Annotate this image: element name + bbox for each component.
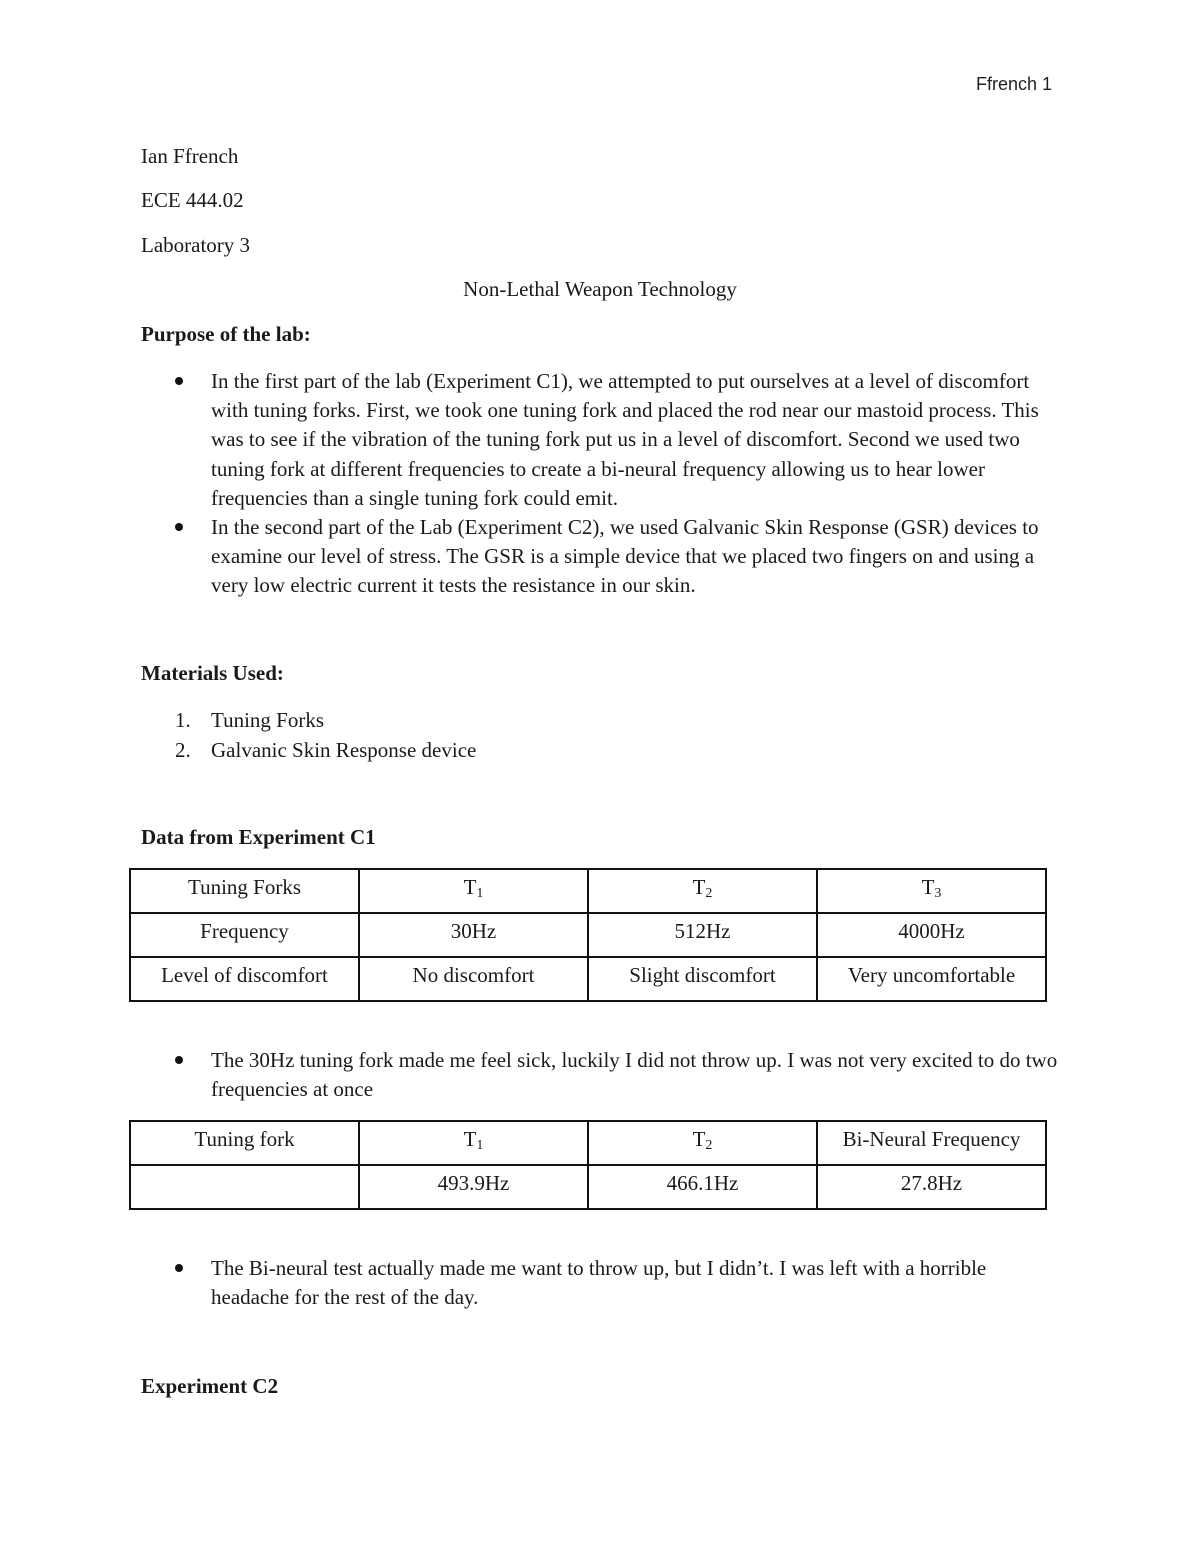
purpose-heading: Purpose of the lab: xyxy=(141,322,311,346)
table-row xyxy=(130,957,1046,1001)
c2-heading: Experiment C2 xyxy=(141,1374,279,1398)
table-header-cell: $T_2$ xyxy=(588,1121,817,1165)
table-cell: 493.9Hz xyxy=(359,1165,588,1209)
table-cell xyxy=(130,1165,359,1209)
table-cell: Level of discomfort xyxy=(130,957,359,1001)
purpose-list xyxy=(141,367,1061,601)
list-text: Tuning Forks xyxy=(211,708,325,732)
document-title: Non-Lethal Weapon Technology xyxy=(463,277,737,301)
table-row xyxy=(130,869,1046,913)
table-row xyxy=(130,1121,1046,1165)
page-header-label: Ffrench 1 xyxy=(976,74,1053,94)
table-header-cell: $T_1$ xyxy=(359,869,588,913)
materials-list xyxy=(141,706,476,765)
table-cell: Very uncomfortable xyxy=(817,957,1046,1001)
list-item: In the second part of the Lab (Experiment C2), we used Galvanic Skin Response (GSR) devices to examine our level of stress. The GSR is a simple device that we placed two fingers on and using a very low electric current it tests the resistance in our skin. xyxy=(141,513,1061,601)
table-cell: Slight discomfort xyxy=(588,957,817,1001)
list-number: 1. xyxy=(175,708,191,732)
list-item: The 30Hz tuning fork made me feel sick, luckily I did not throw up. I was not very excited to do two frequencies at once xyxy=(141,1046,1061,1104)
course-code: ECE 444.02 xyxy=(141,188,244,212)
c1-heading: Data from Experiment C1 xyxy=(141,825,376,849)
materials-heading: Materials Used: xyxy=(141,661,284,685)
list-number: 2. xyxy=(175,737,191,762)
table-cell: 512Hz xyxy=(588,913,817,957)
table-row xyxy=(130,1165,1046,1209)
c1-discomfort-table xyxy=(129,868,1047,1002)
table-cell: 27.8Hz xyxy=(817,1165,1046,1209)
table-header-cell: $T_3$ xyxy=(817,869,1046,913)
table-cell: 30Hz xyxy=(359,913,588,957)
c1-note2-list xyxy=(141,1254,1061,1312)
c1-bineural-table xyxy=(129,1120,1047,1210)
table-header-cell: Tuning Forks xyxy=(130,869,359,913)
list-item xyxy=(141,736,476,766)
table-header-cell: $T_1$ xyxy=(359,1121,588,1165)
c1-note-list xyxy=(141,1046,1061,1104)
author-name: Ian Ffrench xyxy=(141,144,239,168)
table-header-cell: $T_2$ xyxy=(588,869,817,913)
list-item: The Bi-neural test actually made me want to throw up, but I didn’t. I was left with a horrible headache for the rest of the day. xyxy=(141,1254,1061,1312)
table-cell: No discomfort xyxy=(359,957,588,1001)
table-cell: Frequency xyxy=(130,913,359,957)
lab-number: Laboratory 3 xyxy=(141,233,251,257)
list-text: Galvanic Skin Response device xyxy=(211,737,477,762)
table-row xyxy=(130,913,1046,957)
table-cell: 4000Hz xyxy=(817,913,1046,957)
list-item: In the first part of the lab (Experiment C1), we attempted to put ourselves at a level of discomfort with tuning forks. First, we took one tuning fork and placed the rod near our mastoid process. This was to see if the vibration of the tuning fork put us in a level of discomfort. Second we used two tuning fork at different frequencies to create a bi-neural frequency allowing us to hear lower frequencies than a single tuning fork could emit. xyxy=(141,367,1061,513)
table-header-cell: Bi-Neural Frequency xyxy=(817,1121,1046,1165)
list-item xyxy=(141,706,476,736)
table-cell: 466.1Hz xyxy=(588,1165,817,1209)
table-header-cell: Tuning fork xyxy=(130,1121,359,1165)
